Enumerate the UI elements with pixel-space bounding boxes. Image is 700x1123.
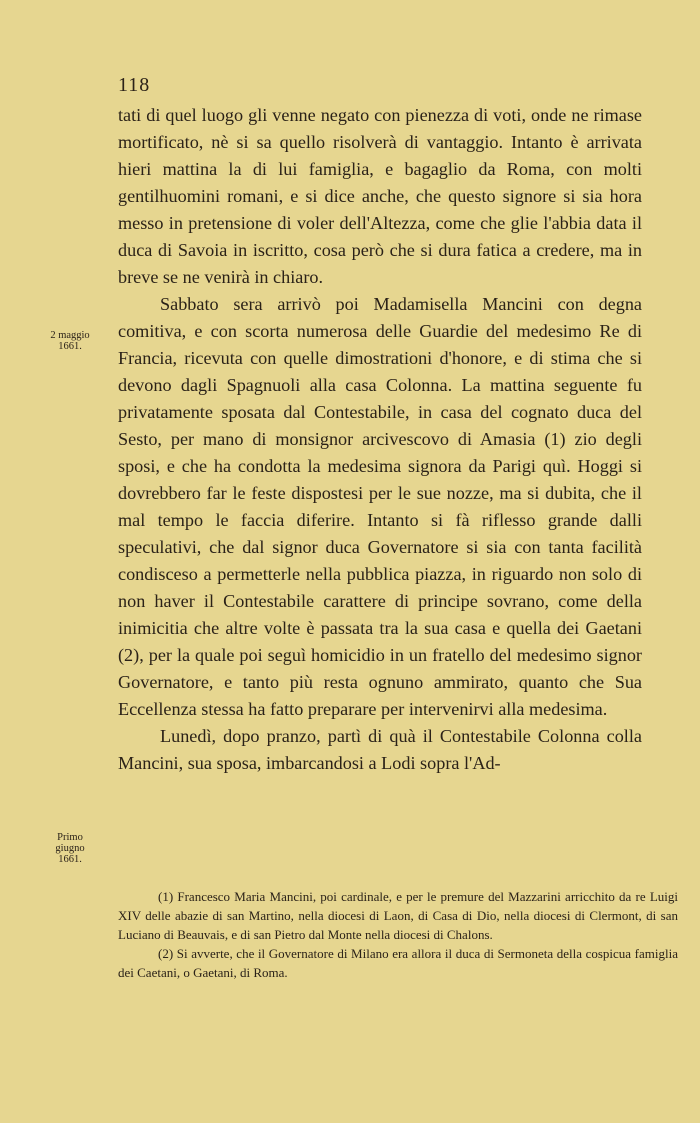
page-number: 118: [118, 74, 151, 96]
footnote: (2) Si avverte, che il Governatore di Milano era allora il duca di Sermoneta della cospicua famiglia dei Caetani, o Gaetani, di Roma.: [118, 946, 678, 980]
margin-note-line: 1661.: [58, 341, 82, 352]
margin-note-line: 2 maggio: [50, 330, 90, 341]
footnotes: [118, 887, 678, 982]
paragraph: Lunedì, dopo pranzo, partì di quà il Contestabile Colonna colla Mancini, sua sposa, imbarcandosi a Lodi sopra l'Ad-: [118, 726, 642, 773]
paragraph: Sabbato sera arrivò poi Madamisella Mancini con degna comitiva, e con scorta numerosa delle Guardie del medesimo Re di Francia, ricevuta con quelle dimostrationi d'honore, e di stima che si devono dagli Spagnuoli alla casa Colonna. La mattina seguente fu privatamente sposata dal Contestabile, in casa del cognato duca del Sesto, per mano di monsignor arcivescovo di Amasia (1) zio degli sposi, e che ha condotta la medesima signora da Parigi quì. Hoggi si dovrebbero far le feste dispostesi per le sue nozze, ma si dubita, che il mal tempo le faccia diferire. Intanto si fà riflesso grande dalli speculativi, che dal signor duca Governatore si sia con tanta facilità condisceso a permetterle nella pubblica piazza, in riguardo non solo di non haver il Contestabile carattere di principe sovrano, come della inimicitia che altre volte è passata tra la sua casa e quella dei Gaetani (2), per la quale poi seguì homicidio in un fratello del medesimo signor Governatore, e tanto più resta ognuno ammirato, quanto che Sua Eccellenza stessa ha fatto preparare per intervenirvi alla medesima.: [118, 294, 642, 719]
paragraph: tati di quel luogo gli venne negato con pienezza di voti, onde ne rimase mortificato, nè si sa quello risolverà di vantaggio. Intanto è arrivata hieri mattina la di lui famiglia, e bagaglio da Roma, con molti gentilhuomini romani, e si dice anche, che questo signore si sia hora messo in pretensione di voler dell'Altezza, come che glie l'abbia data il duca di Savoia in iscritto, cosa però che si dura fatica a credere, ma in breve se ne venirà in chiaro.: [118, 105, 642, 287]
margin-note-line: Primo: [57, 832, 83, 843]
margin-note-date-2: [30, 832, 110, 865]
footnote: (1) Francesco Maria Mancini, poi cardinale, e per le premure del Mazzarini arricchito da re Luigi XIV delle abazie di san Martino, nella diocesi di Laon, di Casa di Dio, nella diocesi di Clermont, di san Luciano di Beauvais, e di san Pietro dal Monte nella diocesi di Chalons.: [118, 889, 678, 942]
margin-note-line: 1661.: [58, 854, 82, 865]
margin-note-line: giugno: [55, 843, 85, 854]
margin-note-date-1: [30, 330, 110, 352]
body-text: [118, 102, 642, 777]
